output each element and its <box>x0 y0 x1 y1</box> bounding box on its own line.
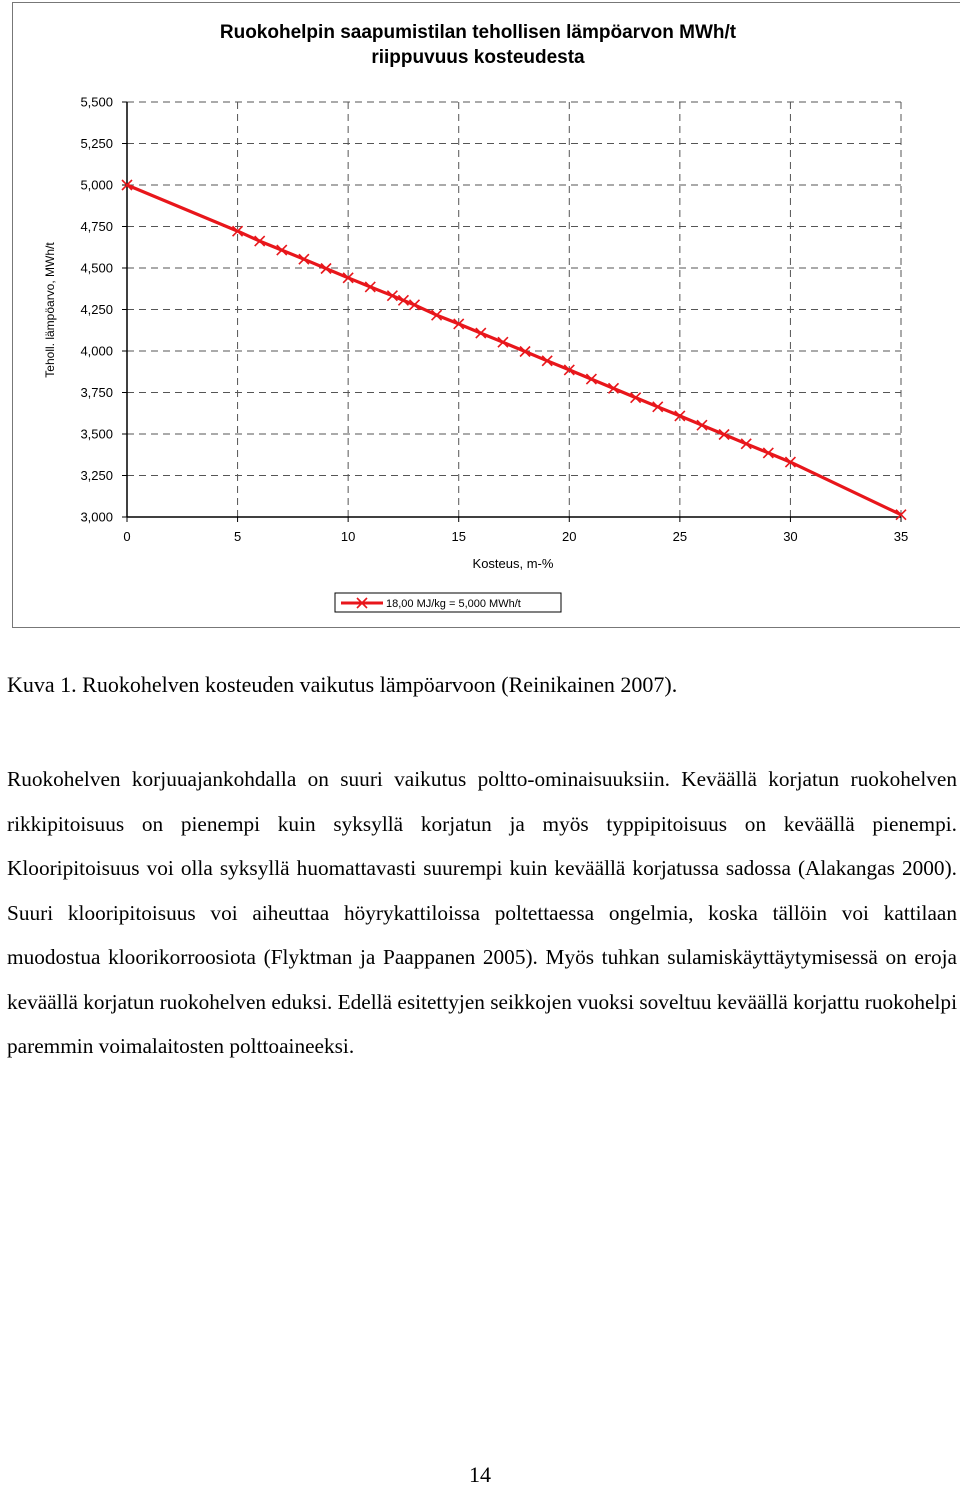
y-tick-label: 3,750 <box>80 385 113 400</box>
y-tick-label: 4,750 <box>80 219 113 234</box>
chart-title-line1: Ruokohelpin saapumistilan tehollisen lämpöarvon MWh/t <box>219 22 737 43</box>
y-axis-label: Teholl. lämpöarvo, MWh/t <box>43 242 57 378</box>
y-tick-label: 3,250 <box>80 468 113 483</box>
x-tick-label: 30 <box>783 529 798 544</box>
x-tick-label: 25 <box>672 529 688 544</box>
legend <box>335 593 561 612</box>
y-tick-label: 5,000 <box>80 177 113 193</box>
chart-title-line2: riippuvuus kosteudesta <box>371 47 585 68</box>
x-tick-label: 5 <box>233 529 242 544</box>
x-tick-label: 10 <box>340 529 356 544</box>
x-tick-label: 15 <box>451 529 466 544</box>
y-tick-label: 4,250 <box>80 302 113 317</box>
chart-frame <box>12 2 960 628</box>
y-tick-label: 5,500 <box>80 94 113 110</box>
y-tick-label: 3,500 <box>80 426 113 442</box>
x-axis-label: Kosteus, m-% <box>472 556 554 571</box>
x-tick-label: 35 <box>893 529 909 544</box>
y-tick-label: 4,500 <box>80 260 113 276</box>
legend-label: 18,00 MJ/kg = 5,000 MWh/t <box>386 598 521 610</box>
body-paragraph: Ruokohelven korjuuajankohdalla on suuri vaikutus poltto-ominaisuuksiin. Keväällä korjatun ruokohelven rikkipitoisuus on pienempi kuin syksyllä korjatun ja myös typpipitoisuus on keväällä pienempi. Klooripitoisuus voi olla syksyllä huomattavasti suurempi kuin keväällä korjatussa sadossa (Alakangas 2000). Suuri klooripitoisuus voi aiheuttaa höyrykattiloissa poltettaessa ongelmia, koska tällöin voi kattilaan muodostua kloorikorroosiota (Flyktman ja Paappanen 2005). Myös tuhkan sulamiskäyttäytymisessä on eroja keväällä korjatun ruokohelven eduksi. Edellä esitettyjen seikkojen vuoksi soveltuu keväällä korjattu ruokohelpi paremmin voimalaitosten polttoaineeksi. <box>7 767 957 1058</box>
y-tick-label: 5,250 <box>80 136 113 151</box>
gridlines <box>127 102 901 517</box>
figure-caption: Kuva 1. Ruokohelven kosteuden vaikutus lämpöarvoon (Reinikainen 2007). <box>7 672 678 697</box>
tick-labels <box>80 95 908 545</box>
x-tick-label: 20 <box>562 529 577 544</box>
series-layer <box>122 180 906 520</box>
y-tick-label: 3,000 <box>80 509 113 525</box>
series-line <box>127 185 901 515</box>
line-chart <box>13 3 960 627</box>
x-tick-label: 0 <box>123 529 131 544</box>
page-number: 14 <box>469 1462 491 1487</box>
y-tick-label: 4,000 <box>80 343 113 359</box>
